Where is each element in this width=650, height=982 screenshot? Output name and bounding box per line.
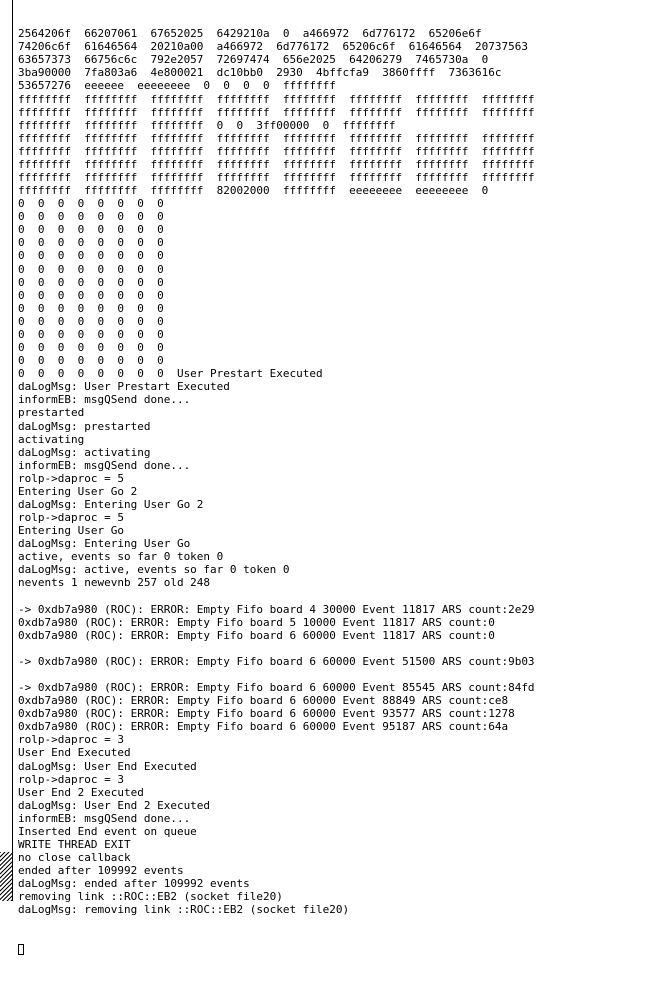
terminal-line: ffffffff ffffffff ffffffff ffffffff ffffffff ffffffff ffffffff ffffffff bbox=[18, 157, 535, 171]
terminal-line: User End Executed bbox=[18, 746, 131, 760]
terminal-line: WRITE THREAD EXIT bbox=[18, 838, 131, 851]
terminal-line: activating bbox=[18, 432, 85, 446]
terminal-line: 0xdb7a980 (ROC): ERROR: Empty Fifo board 6 60000 Event 88849 ARS count:ce8 bbox=[18, 694, 509, 708]
terminal-line: daLogMsg: Entering User Go bbox=[18, 537, 191, 551]
terminal-line: 0xdb7a980 (ROC): ERROR: Empty Fifo board 6 60000 Event 93577 ARS count:1278 bbox=[18, 707, 515, 721]
terminal-line: 0 0 0 0 0 0 0 0 bbox=[18, 341, 164, 355]
terminal-line: 0 0 0 0 0 0 0 0 bbox=[18, 236, 164, 250]
terminal-line: rolp->daproc = 3 bbox=[18, 772, 124, 786]
terminal-line: ffffffff ffffffff ffffffff 82002000 ffffffff eeeeeeee eeeeeeee 0 bbox=[18, 184, 489, 198]
terminal-line: 0 0 0 0 0 0 0 0 bbox=[18, 301, 164, 315]
terminal-line: 0 0 0 0 0 0 0 0 bbox=[18, 249, 164, 263]
text-cursor bbox=[18, 944, 24, 955]
scrollbar-track[interactable] bbox=[0, 0, 12, 852]
terminal-line: daLogMsg: active, events so far 0 token 0 bbox=[18, 563, 290, 577]
prompt-line[interactable] bbox=[18, 943, 650, 956]
terminal-line: 0 0 0 0 0 0 0 0 bbox=[18, 210, 164, 224]
terminal-line: informEB: msgQSend done... bbox=[18, 393, 191, 407]
terminal-line: -> 0xdb7a980 (ROC): ERROR: Empty Fifo board 6 60000 Event 51500 ARS count:9b03 bbox=[18, 654, 535, 668]
terminal-line: 0 0 0 0 0 0 0 0 bbox=[18, 288, 164, 302]
terminal-line: 2564206f 66207061 67652025 6429210a 0 a466972 6d776172 65206e6f bbox=[18, 27, 482, 41]
terminal-line bbox=[18, 590, 650, 603]
terminal-line: -> 0xdb7a980 (ROC): ERROR: Empty Fifo board 4 30000 Event 11817 ARS count:2e29 bbox=[18, 602, 535, 616]
terminal-line: User End 2 Executed bbox=[18, 785, 144, 799]
terminal-line: ffffffff ffffffff ffffffff ffffffff ffffffff ffffffff ffffffff ffffffff bbox=[18, 144, 535, 158]
terminal-line: informEB: msgQSend done... bbox=[18, 811, 191, 825]
terminal-line: daLogMsg: User End Executed bbox=[18, 759, 197, 773]
terminal-output[interactable] bbox=[18, 1, 650, 917]
terminal-line: ffffffff ffffffff ffffffff ffffffff ffffffff ffffffff ffffffff ffffffff bbox=[18, 131, 535, 145]
terminal-line: ended after 109992 events bbox=[18, 864, 184, 878]
terminal-line: 0 0 0 0 0 0 0 0 bbox=[18, 262, 164, 276]
terminal-line: informEB: msgQSend done... bbox=[18, 458, 191, 472]
terminal-line: daLogMsg: prestarted bbox=[18, 419, 151, 433]
terminal-line bbox=[18, 668, 650, 681]
terminal-line: 0 0 0 0 0 0 0 0 bbox=[18, 197, 164, 211]
terminal-line: active, events so far 0 token 0 bbox=[18, 550, 224, 564]
terminal-line: no close callback bbox=[18, 851, 131, 865]
terminal-line: Inserted End event on queue bbox=[18, 824, 197, 838]
terminal-line: daLogMsg: activating bbox=[18, 445, 151, 459]
terminal-line: removing link ::ROC::EB2 (socket file20) bbox=[18, 890, 283, 904]
terminal-line: nevents 1 newevnb 257 old 248 bbox=[18, 576, 211, 590]
terminal-line: daLogMsg: User Prestart Executed bbox=[18, 380, 230, 394]
terminal-line: Entering User Go 2 bbox=[18, 484, 138, 498]
terminal-line: 53657276 eeeeee eeeeeeee 0 0 0 0 ffffffff bbox=[18, 79, 336, 93]
terminal-line: 0xdb7a980 (ROC): ERROR: Empty Fifo board 6 60000 Event 11817 ARS count:0 bbox=[18, 628, 495, 642]
terminal-line: ffffffff ffffffff ffffffff ffffffff ffffffff ffffffff ffffffff ffffffff bbox=[18, 105, 535, 119]
terminal-line: 63657373 66756c6c 792e2057 72697474 656e2025 64206279 7465730a 0 bbox=[18, 53, 489, 67]
terminal-line: daLogMsg: ended after 109992 events bbox=[18, 877, 250, 891]
scrollbar-thumb[interactable] bbox=[0, 852, 12, 901]
terminal-line: 74206c6f 61646564 20210a00 a466972 6d776172 65206c6f 61646564 20737563 bbox=[18, 40, 528, 54]
terminal-line: Entering User Go bbox=[18, 524, 124, 538]
terminal-line: 0 0 0 0 0 0 0 0 bbox=[18, 354, 164, 368]
terminal-line: ffffffff ffffffff ffffffff ffffffff ffffffff ffffffff ffffffff ffffffff bbox=[18, 171, 535, 185]
terminal-line: rolp->daproc = 5 bbox=[18, 511, 124, 525]
terminal-line: 0 0 0 0 0 0 0 0 bbox=[18, 314, 164, 328]
terminal-line: daLogMsg: User End 2 Executed bbox=[18, 798, 211, 812]
terminal-line: ffffffff ffffffff ffffffff ffffffff ffffffff ffffffff ffffffff ffffffff bbox=[18, 92, 535, 106]
terminal-line: 0 0 0 0 0 0 0 0 bbox=[18, 327, 164, 341]
terminal-line: 0 0 0 0 0 0 0 0 bbox=[18, 275, 164, 289]
terminal-line: 0xdb7a980 (ROC): ERROR: Empty Fifo board 6 60000 Event 95187 ARS count:64a bbox=[18, 720, 509, 734]
scrollbar[interactable] bbox=[0, 0, 13, 901]
terminal-line: daLogMsg: removing link ::ROC::EB2 (socket file20) bbox=[18, 903, 350, 917]
terminal-line: 0 0 0 0 0 0 0 0 bbox=[18, 223, 164, 237]
terminal-lines bbox=[18, 27, 650, 916]
terminal-line: daLogMsg: Entering User Go 2 bbox=[18, 497, 204, 511]
terminal-line: -> 0xdb7a980 (ROC): ERROR: Empty Fifo board 6 60000 Event 85545 ARS count:84fd bbox=[18, 681, 535, 695]
terminal-line bbox=[18, 642, 650, 655]
terminal-line: 3ba90000 7fa803a6 4e800021 dc10bb0 2930 4bffcfa9 3860ffff 7363616c bbox=[18, 66, 502, 80]
terminal-line: ffffffff ffffffff ffffffff 0 0 3ff00000 0 ffffffff bbox=[18, 118, 396, 132]
terminal-line: prestarted bbox=[18, 406, 85, 420]
terminal-line: rolp->daproc = 5 bbox=[18, 471, 124, 485]
terminal-line: 0 0 0 0 0 0 0 0 User Prestart Executed bbox=[18, 367, 323, 381]
terminal-line: 0xdb7a980 (ROC): ERROR: Empty Fifo board 5 10000 Event 11817 ARS count:0 bbox=[18, 615, 495, 629]
terminal-line: rolp->daproc = 3 bbox=[18, 733, 124, 747]
